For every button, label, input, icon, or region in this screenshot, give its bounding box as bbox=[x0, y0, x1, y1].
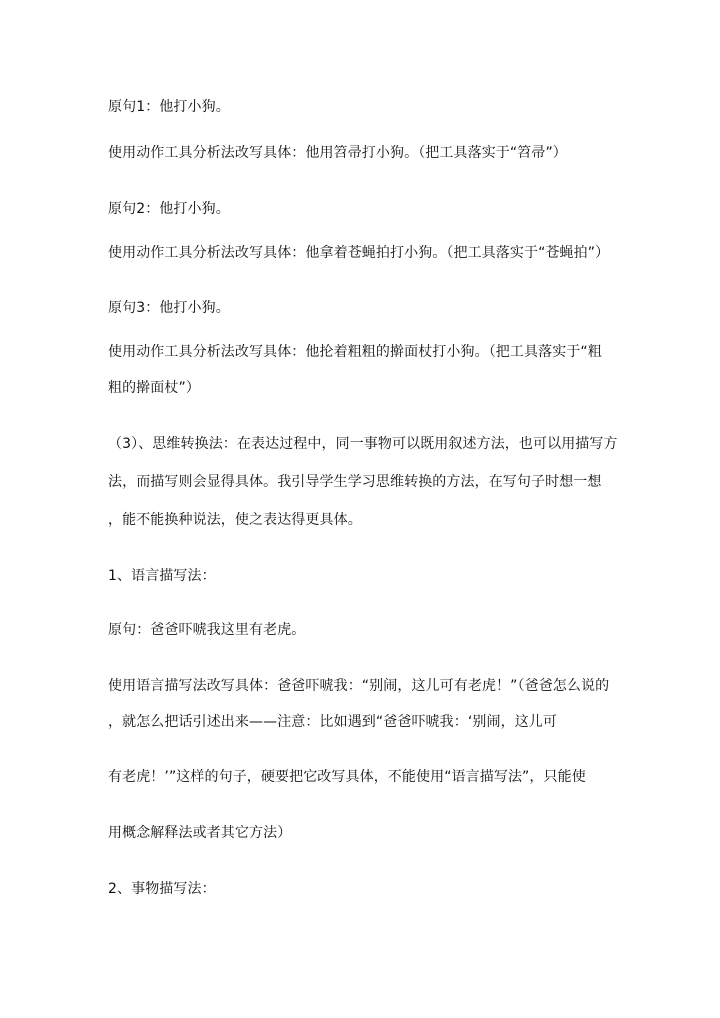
paragraph-method-3-line-3: ，能不能换种说法，使之表达得更具体。 bbox=[108, 512, 362, 528]
paragraph-method-3-line-2: 法，而描写则会显得具体。我引导学生学习思维转换的方法，在写句子时想一想 bbox=[108, 474, 602, 490]
paragraph-rewrite-4-line-1: 使用语言描写法改写具体：爸爸吓唬我：“别闹，这儿可有老虎！”（爸爸怎么说的 bbox=[108, 678, 610, 694]
paragraph-rewrite-4-line-2: ，就怎么把话引述出来——注意：比如遇到“爸爸吓唬我：‘别闹，这儿可 bbox=[108, 714, 558, 730]
heading-object-description: 2、事物描写法： bbox=[108, 881, 216, 897]
paragraph-rewrite-2: 使用动作工具分析法改写具体：他拿着苍蝇拍打小狗。（把工具落实于“苍蝇拍”） bbox=[108, 245, 610, 261]
paragraph-rewrite-1: 使用动作工具分析法改写具体：他用笤帚打小狗。（把工具落实于“笤帚”） bbox=[108, 145, 567, 161]
paragraph-rewrite-3-line-1: 使用动作工具分析法改写具体：他抡着粗粗的擀面杖打小狗。（把工具落实于“粗 bbox=[108, 344, 602, 360]
paragraph-original-sentence-1: 原句1：他打小狗。 bbox=[108, 99, 230, 115]
paragraph-original-sentence-4: 原句：爸爸吓唬我这里有老虎。 bbox=[108, 622, 306, 638]
paragraph-rewrite-3-line-2: 粗的擀面杖”） bbox=[108, 380, 200, 396]
paragraph-original-sentence-2: 原句2：他打小狗。 bbox=[108, 201, 230, 217]
paragraph-rewrite-4-line-4: 用概念解释法或者其它方法） bbox=[108, 825, 292, 841]
paragraph-original-sentence-3: 原句3：他打小狗。 bbox=[108, 300, 230, 316]
paragraph-rewrite-4-line-3: 有老虎！’”这样的句子，硬要把它改写具体，不能使用“语言描写法”，只能使 bbox=[108, 769, 586, 785]
paragraph-method-3-line-1: （3）、思维转换法：在表达过程中，同一事物可以既用叙述方法，也可以用描写方 bbox=[108, 436, 618, 452]
heading-language-description: 1、语言描写法： bbox=[108, 568, 216, 584]
